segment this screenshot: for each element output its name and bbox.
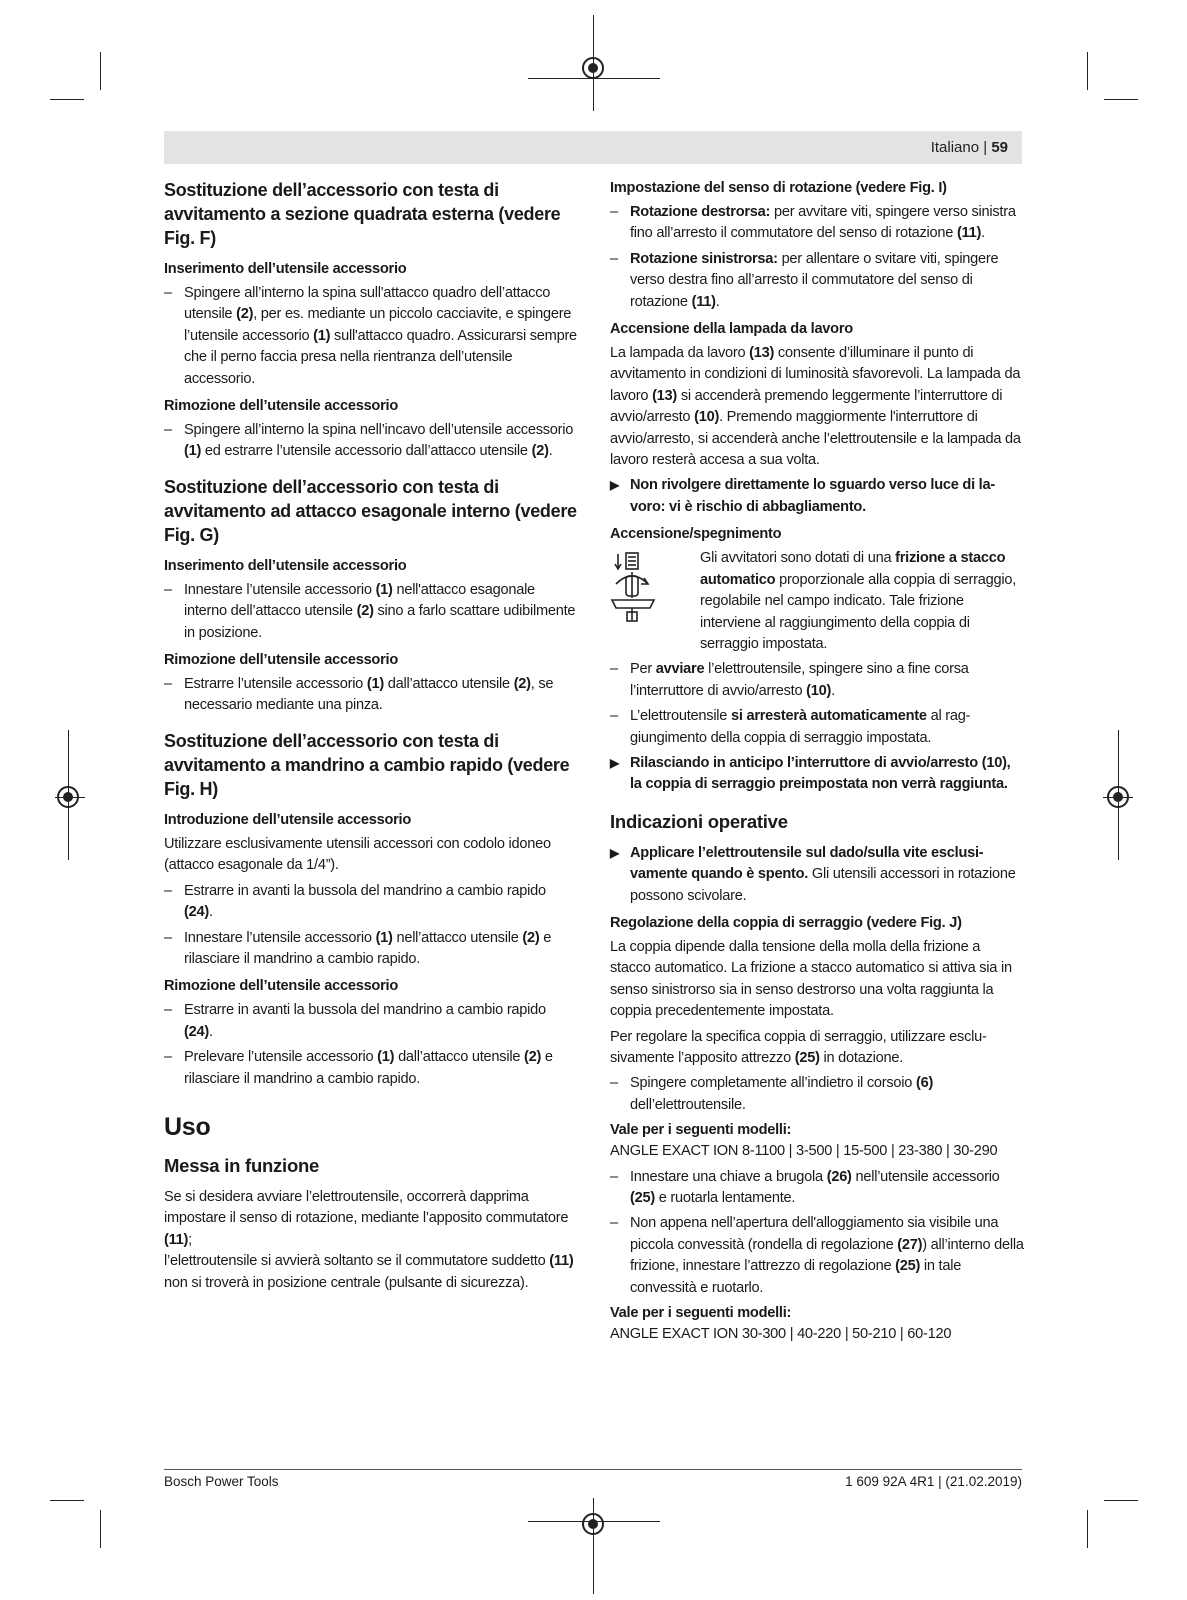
crop-mark [1087, 1510, 1088, 1548]
list-item: – Spingere all’interno la spina nell’incavo dell’utensile accessorio (1) ed estrarre l’utensile accessorio dall’attacco utensile (2). [164, 420, 578, 463]
warning-arrow-icon: ▶ [610, 755, 619, 770]
clutch-torque-icon [610, 548, 700, 628]
crop-mark [100, 52, 101, 90]
header-text: Italiano | 59 [930, 139, 1008, 156]
crop-mark [50, 99, 84, 100]
registration-mark-icon [57, 786, 79, 808]
section-title: Indicazioni operative [610, 810, 788, 832]
warning-note: ▶ Applicare l’elettroutensile sul dado/sulla vite esclusivamente quando è spento. Gli utensili accessori in rotazione possono scivolare. [610, 844, 1016, 904]
registration-mark-icon [1107, 786, 1129, 808]
paragraph: Se si desidera avviare l’elettroutensile, occorrerà dapprima impostare il senso di rotazione, mediante l’apposito commutatore (11); [164, 1188, 569, 1248]
left-column [164, 178, 578, 1298]
list-item: – Rotazione destrorsa: per avvitare viti, spingere verso sinistra fino all’arresto il commutatore del senso di rotazione (11). [610, 202, 1024, 245]
list-item: – Estrarre l’utensile accessorio (1) dall’attacco utensile (2), se necessario mediante una pinza. [164, 674, 578, 717]
paragraph: Gli avvitatori sono dotati di una frizione a stacco automatico proporzionale alla coppia di serraggio, regolabile nel campo indicato. Tale frizione interviene al raggiungimento della coppia di serraggio impostata. [700, 550, 1017, 652]
warning-arrow-icon: ▶ [610, 478, 619, 493]
subsection-title: Impostazione del senso di rotazione (vedere Fig. I) [610, 180, 947, 196]
subsection-title: Regolazione della coppia di serraggio (vedere Fig. J) [610, 914, 962, 931]
crop-mark [1104, 1500, 1138, 1501]
list-item: – Prelevare l’utensile accessorio (1) dall’attacco utensile (2) e rilasciare il mandrino a cambio rapido. [164, 1047, 578, 1090]
list-item: – Spingere all’interno la spina sull'attacco quadro dell’attacco utensile (2), per es. mediante un piccolo cacciavite, e spingere l’utensile accessorio (1) sull'attacco quadro. Assicurarsi sempre che il perno faccia presa nella rientranza dell’utensile accessorio. [164, 283, 578, 390]
list-item: – Non appena nell’apertura dell'alloggiamento sia visibile una piccola convessità (rondella di regolazione (27)) all’interno della frizione, innestare l’attrezzo di regolazione (25) in tale convessità e ruotarlo. [610, 1213, 1024, 1299]
paragraph: La lampada da lavoro (13) consente d’illuminare il punto di avvitamento in condizioni di luminosità sfavorevoli. La lampada da lavoro (13) si accenderà premendo leggermente l’interruttore di avvio/arresto (10). Premendo maggiormente l'interruttore di avvio/arresto, si accenderà anche l’elettroutensile e la lampada da lavoro resterà accesa a sua volta. [610, 345, 1021, 469]
registration-mark-icon [582, 1513, 604, 1535]
warning-note: ▶ Rilasciando in anticipo l’interruttore di avvio/arresto (10), la coppia di serraggio preimpostata non verrà raggiunta. [610, 754, 1011, 793]
paragraph: Utilizzare esclusivamente utensili accessori con codolo idoneo (attacco esagonale da 1/4”). [164, 835, 551, 874]
list-item: – Innestare l’utensile accessorio (1) nell'attacco esagonale interno dell’attacco utensile (2) sino a farlo scattare udibilmente in posizione. [164, 580, 578, 644]
footer-doc-number: 1 609 92A 4R1 | (21.02.2019) [845, 1474, 1022, 1489]
model-list: ANGLE EXACT ION 30-300 | 40-220 | 50-210 | 60-120 [610, 1326, 952, 1343]
subsection-title: Inserimento dell’utensile accessorio [164, 557, 407, 574]
list-item: – Rotazione sinistrorsa: per allentare o svitare viti, spingere verso destra fino all’arresto il commutatore del senso di rotazione (11). [610, 249, 1024, 313]
section-title: Sostituzione dell’accessorio con testa di avvitamento a sezione quadrata esterna (vedere Fig. F) [164, 180, 561, 248]
subsection-title: Inserimento dell’utensile accessorio [164, 261, 407, 277]
page-number: 59 [991, 139, 1008, 156]
subsection-title: Vale per i seguenti modelli: [610, 1305, 792, 1322]
header-language: Italiano [930, 139, 980, 156]
clutch-info [610, 548, 1024, 655]
subsection-title: Rimozione dell’utensile accessorio [164, 398, 398, 415]
subsection-title: Accensione della lampada da lavoro [610, 321, 853, 338]
list-item: – Per avviare l’elettroutensile, spingere sino a fine corsa l’interruttore di avvio/arresto (10). [610, 659, 1024, 702]
model-list: ANGLE EXACT ION 8-1100 | 3-500 | 15-500 | 23-380 | 30-290 [610, 1143, 998, 1160]
subsection-title: Accensione/spegnimento [610, 526, 782, 543]
footer-rule [164, 1469, 1022, 1470]
list-item: – Spingere completamente all’indietro il corsoio (6) dell’elettroutensile. [610, 1073, 1024, 1116]
crop-mark [50, 1500, 84, 1501]
chapter-title: Uso [164, 1112, 211, 1141]
crop-mark [1087, 52, 1088, 90]
list-item: – Estrarre in avanti la bussola del mandrino a cambio rapido (24). [164, 1000, 578, 1043]
right-column [610, 178, 1024, 1349]
section-title: Messa in funzione [164, 1154, 320, 1176]
warning-arrow-icon: ▶ [610, 845, 619, 860]
subsection-title: Rimozione dell’utensile accessorio [164, 978, 398, 995]
subsection-title: Vale per i seguenti modelli: [610, 1122, 792, 1139]
warning-note: ▶ Non rivolgere direttamente lo sguardo verso luce di lavoro: vi è rischio di abbagliamento. [610, 477, 996, 515]
footer-brand: Bosch Power Tools [164, 1474, 279, 1489]
subsection-title: Rimozione dell’utensile accessorio [164, 652, 398, 669]
crop-mark [100, 1510, 101, 1548]
subsection-title: Introduzione dell’utensile accessorio [164, 811, 412, 828]
list-item: – Estrarre in avanti la bussola del mandrino a cambio rapido (24). [164, 881, 578, 924]
crop-mark [1104, 99, 1138, 100]
section-title: Sostituzione dell’accessorio con testa di avvitamento ad attacco esagonale interno (vedere Fig. G) [164, 476, 577, 545]
list-item: – Innestare l’utensile accessorio (1) nell’attacco utensile (2) e rilasciare il mandrino a cambio rapido. [164, 928, 578, 971]
list-item: – Innestare una chiave a brugola (26) nell’utensile accessorio (25) e ruotarla lentamente. [610, 1167, 1024, 1210]
paragraph: l’elettroutensile si avvierà soltanto se il commutatore suddetto (11) non si troverà in posizione centrale (pulsante di sicurezza). [164, 1253, 574, 1291]
paragraph: Per regolare la specifica coppia di serraggio, utilizzare esclusivamente l’apposito attrezzo (25) in dotazione. [610, 1028, 987, 1066]
list-item: – L’elettroutensile si arresterà automaticamente al raggiungimento della coppia di serraggio impostata. [610, 706, 1024, 749]
section-title: Sostituzione dell’accessorio con testa di avvitamento a mandrino a cambio rapido (vedere Fig. H) [164, 730, 570, 799]
registration-mark-icon [582, 57, 604, 79]
paragraph: La coppia dipende dalla tensione della molla della frizione a stacco automatico. La frizione a stacco automatico si attiva sia in senso sinistrorso sia in senso destrorso una volta raggiunta la coppia precedentemente impostata. [610, 938, 1012, 1020]
page-header [164, 131, 1022, 164]
